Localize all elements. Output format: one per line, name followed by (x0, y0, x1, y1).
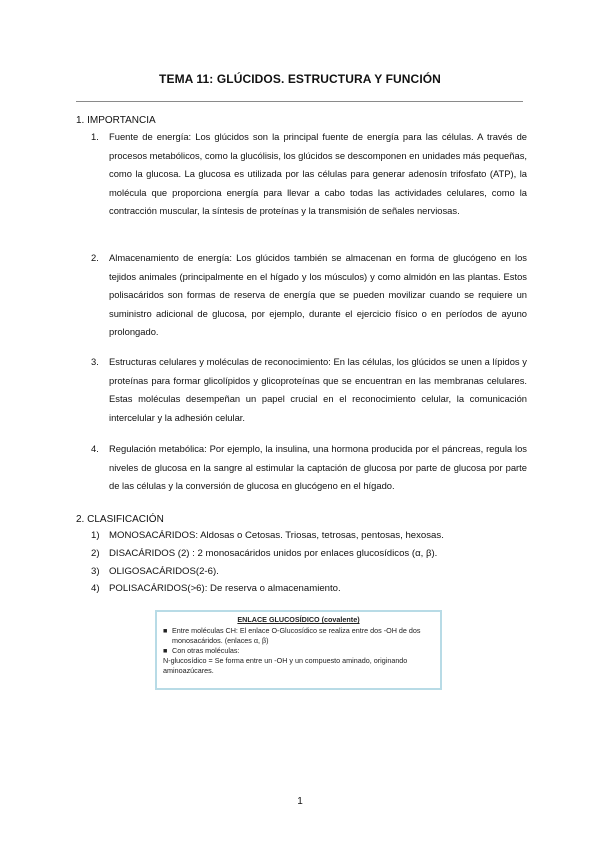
item-number: 2) (91, 548, 100, 559)
importance-item-4 (91, 440, 527, 496)
glycosidic-bond-box (155, 610, 442, 690)
item-text: Fuente de energía: Los glúcidos son la principal fuente de energía para las células. A través de procesos metabólicos, como la glucólisis, los glúcidos se descomponen en unidades más pequeñas, como la glucosa. La glucosa es utilizada por las células para generar adenosín trifosfato (ATP), la molécula que proporciona energía para llevar a cabo todas las actividades celulares, como la contracción muscular, la síntesis de proteínas y la transmisión de señales nerviosas. (109, 131, 527, 217)
item-text: Almacenamiento de energía: Los glúcidos también se almacenan en forma de glucógeno en los tejidos animales (principalmente en el hígado y los músculos) y como almidón en las plantas. Estos polisacáridos son formas de reserva de energía que se pueden movilizar cuando se requiere un suministro adicional de glucosa, por ejemplo, durante el ejercicio físico o en períodos de ayuno prolongado. (109, 252, 527, 338)
item-number: 3) (91, 566, 100, 577)
classification-item-3 (91, 563, 219, 580)
item-text: Regulación metabólica: Por ejemplo, la insulina, una hormona producida por el páncreas, regula los niveles de glucosa en la sangre al estimular la captación de glucosa por parte de glucosa por parte de las células y la conversión de glucosa en glucógeno en el hígado. (109, 443, 527, 492)
section-heading-clasificacion: 2. CLASIFICACIÓN (76, 514, 164, 525)
document-title: TEMA 11: GLÚCIDOS. ESTRUCTURA Y FUNCIÓN (159, 72, 441, 86)
section-heading-importancia: 1. IMPORTANCIA (76, 115, 156, 126)
classification-item-4 (91, 580, 341, 597)
importance-item-2 (91, 249, 527, 342)
bullet-icon: ■ (163, 626, 168, 635)
item-number: 1. (91, 131, 99, 142)
item-number: 1) (91, 530, 100, 541)
item-number: 4. (91, 443, 99, 454)
item-text: OLIGOSACÁRIDOS(2-6). (109, 566, 219, 577)
item-number: 2. (91, 252, 99, 263)
box-bullet-text: Con otras moléculas: (172, 646, 240, 655)
item-text: POLISACÁRIDOS(>6): De reserva o almacenamiento. (109, 583, 341, 594)
classification-item-2 (91, 545, 437, 562)
item-text: Estructuras celulares y moléculas de reconocimiento: En las células, los glúcidos se unen a lípidos y proteínas para formar glicolípidos y glicoproteínas que se encuentran en las membranas celulares. Estas moléculas desempeñan un papel crucial en el reconocimiento celular, la comunicación intercelular y la adhesión celular. (109, 356, 527, 423)
box-title: ENLACE GLUCOSÍDICO (covalente) (237, 615, 360, 624)
bullet-icon: ■ (163, 646, 168, 655)
title-divider (76, 101, 523, 102)
importance-item-1 (91, 128, 527, 221)
item-number: 3. (91, 356, 99, 367)
item-text: DISACÁRIDOS (2) : 2 monosacáridos unidos por enlaces glucosídicos (α, β). (109, 548, 438, 559)
page-number: 1 (297, 796, 303, 807)
importance-item-3 (91, 353, 527, 427)
classification-item-1 (91, 527, 444, 544)
box-bullet-text: Entre moléculas CH: El enlace O-Glucosídico se realiza entre dos -OH de dos monosacáridos. (enlaces α, β) (172, 626, 421, 645)
box-bullet-1 (163, 626, 434, 646)
box-line-3: N-glucosídico = Se forma entre un -OH y un compuesto aminado, originando aminoazúcares. (163, 656, 408, 675)
item-text: MONOSACÁRIDOS: Aldosas o Cetosas. Triosas, tetrosas, pentosas, hexosas. (109, 530, 444, 541)
box-bullet-2 (163, 646, 434, 656)
item-number: 4) (91, 583, 100, 594)
